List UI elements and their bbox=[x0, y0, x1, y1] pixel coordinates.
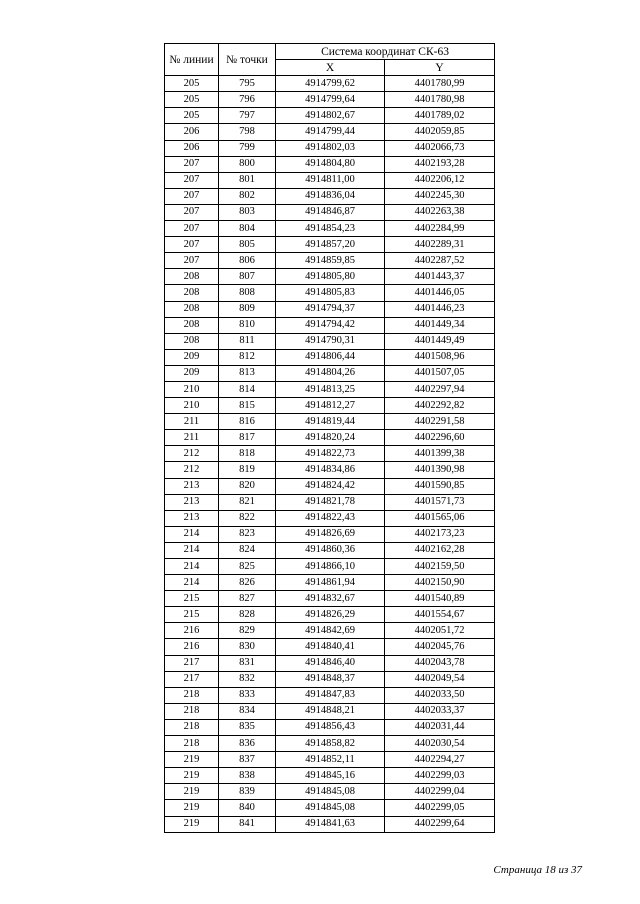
cell-y: 4402299,03 bbox=[385, 768, 495, 784]
cell-point-number: 804 bbox=[219, 221, 276, 237]
cell-y: 4402043,78 bbox=[385, 655, 495, 671]
cell-x: 4914799,44 bbox=[276, 124, 385, 140]
cell-y: 4401540,89 bbox=[385, 591, 495, 607]
cell-y: 4402045,76 bbox=[385, 639, 495, 655]
table-row bbox=[165, 285, 495, 301]
table-row bbox=[165, 494, 495, 510]
cell-x: 4914857,20 bbox=[276, 237, 385, 253]
table-row bbox=[165, 542, 495, 558]
table-row bbox=[165, 478, 495, 494]
cell-x: 4914858,82 bbox=[276, 736, 385, 752]
cell-y: 4401565,06 bbox=[385, 510, 495, 526]
cell-point-number: 821 bbox=[219, 494, 276, 510]
cell-point-number: 812 bbox=[219, 349, 276, 365]
cell-y: 4402051,72 bbox=[385, 623, 495, 639]
cell-y: 4402049,54 bbox=[385, 671, 495, 687]
cell-line-number: 214 bbox=[165, 542, 219, 558]
cell-y: 4401590,85 bbox=[385, 478, 495, 494]
table-row bbox=[165, 559, 495, 575]
cell-y: 4402159,50 bbox=[385, 559, 495, 575]
table-row bbox=[165, 381, 495, 397]
cell-point-number: 807 bbox=[219, 269, 276, 285]
table-header bbox=[165, 44, 495, 76]
cell-point-number: 828 bbox=[219, 607, 276, 623]
table-row bbox=[165, 172, 495, 188]
cell-line-number: 213 bbox=[165, 494, 219, 510]
cell-point-number: 810 bbox=[219, 317, 276, 333]
cell-line-number: 215 bbox=[165, 591, 219, 607]
cell-point-number: 823 bbox=[219, 526, 276, 542]
cell-x: 4914842,69 bbox=[276, 623, 385, 639]
cell-point-number: 799 bbox=[219, 140, 276, 156]
table-body bbox=[165, 76, 495, 832]
cell-y: 4401507,05 bbox=[385, 365, 495, 381]
cell-point-number: 800 bbox=[219, 156, 276, 172]
cell-line-number: 207 bbox=[165, 237, 219, 253]
cell-y: 4401446,23 bbox=[385, 301, 495, 317]
cell-x: 4914799,64 bbox=[276, 92, 385, 108]
table-row bbox=[165, 221, 495, 237]
cell-y: 4401508,96 bbox=[385, 349, 495, 365]
table-row bbox=[165, 398, 495, 414]
cell-y: 4402263,38 bbox=[385, 204, 495, 220]
cell-x: 4914866,10 bbox=[276, 559, 385, 575]
cell-x: 4914860,36 bbox=[276, 542, 385, 558]
cell-x: 4914799,62 bbox=[276, 76, 385, 92]
cell-point-number: 813 bbox=[219, 365, 276, 381]
table-row bbox=[165, 430, 495, 446]
table-row bbox=[165, 719, 495, 735]
cell-x: 4914804,80 bbox=[276, 156, 385, 172]
table-row bbox=[165, 768, 495, 784]
cell-line-number: 216 bbox=[165, 639, 219, 655]
cell-y: 4402193,28 bbox=[385, 156, 495, 172]
cell-point-number: 819 bbox=[219, 462, 276, 478]
cell-line-number: 208 bbox=[165, 333, 219, 349]
table-row bbox=[165, 76, 495, 92]
cell-point-number: 797 bbox=[219, 108, 276, 124]
cell-line-number: 218 bbox=[165, 687, 219, 703]
cell-point-number: 833 bbox=[219, 687, 276, 703]
cell-y: 4402033,37 bbox=[385, 703, 495, 719]
table-row bbox=[165, 188, 495, 204]
cell-point-number: 808 bbox=[219, 285, 276, 301]
cell-x: 4914845,08 bbox=[276, 800, 385, 816]
table-row bbox=[165, 816, 495, 832]
cell-x: 4914845,16 bbox=[276, 768, 385, 784]
cell-point-number: 826 bbox=[219, 575, 276, 591]
cell-x: 4914832,67 bbox=[276, 591, 385, 607]
header-x: X bbox=[276, 60, 385, 76]
cell-y: 4402150,90 bbox=[385, 575, 495, 591]
cell-y: 4401780,98 bbox=[385, 92, 495, 108]
table-row bbox=[165, 607, 495, 623]
cell-line-number: 209 bbox=[165, 365, 219, 381]
table-row bbox=[165, 703, 495, 719]
cell-x: 4914836,04 bbox=[276, 188, 385, 204]
cell-x: 4914856,43 bbox=[276, 719, 385, 735]
cell-point-number: 839 bbox=[219, 784, 276, 800]
cell-x: 4914802,03 bbox=[276, 140, 385, 156]
table-row bbox=[165, 510, 495, 526]
cell-y: 4401390,98 bbox=[385, 462, 495, 478]
cell-point-number: 809 bbox=[219, 301, 276, 317]
cell-line-number: 212 bbox=[165, 446, 219, 462]
cell-point-number: 825 bbox=[219, 559, 276, 575]
table-row bbox=[165, 736, 495, 752]
cell-line-number: 214 bbox=[165, 559, 219, 575]
cell-x: 4914819,44 bbox=[276, 414, 385, 430]
cell-y: 4402296,60 bbox=[385, 430, 495, 446]
cell-y: 4402299,64 bbox=[385, 816, 495, 832]
cell-point-number: 840 bbox=[219, 800, 276, 816]
cell-line-number: 208 bbox=[165, 317, 219, 333]
table-row bbox=[165, 365, 495, 381]
cell-y: 4401449,34 bbox=[385, 317, 495, 333]
table-row bbox=[165, 349, 495, 365]
cell-x: 4914845,08 bbox=[276, 784, 385, 800]
cell-point-number: 824 bbox=[219, 542, 276, 558]
cell-x: 4914822,73 bbox=[276, 446, 385, 462]
coordinates-table bbox=[164, 43, 495, 833]
cell-line-number: 219 bbox=[165, 752, 219, 768]
table-row bbox=[165, 108, 495, 124]
table-row bbox=[165, 639, 495, 655]
cell-y: 4402206,12 bbox=[385, 172, 495, 188]
cell-line-number: 211 bbox=[165, 430, 219, 446]
cell-point-number: 802 bbox=[219, 188, 276, 204]
table-row bbox=[165, 317, 495, 333]
cell-x: 4914826,29 bbox=[276, 607, 385, 623]
cell-x: 4914861,94 bbox=[276, 575, 385, 591]
cell-point-number: 795 bbox=[219, 76, 276, 92]
cell-line-number: 214 bbox=[165, 575, 219, 591]
cell-line-number: 214 bbox=[165, 526, 219, 542]
table-row bbox=[165, 333, 495, 349]
cell-y: 4401443,37 bbox=[385, 269, 495, 285]
header-coordinate-system: Система координат СК-63 bbox=[276, 44, 495, 60]
cell-point-number: 805 bbox=[219, 237, 276, 253]
cell-x: 4914859,85 bbox=[276, 253, 385, 269]
cell-line-number: 218 bbox=[165, 703, 219, 719]
cell-line-number: 211 bbox=[165, 414, 219, 430]
cell-x: 4914852,11 bbox=[276, 752, 385, 768]
cell-x: 4914821,78 bbox=[276, 494, 385, 510]
cell-line-number: 219 bbox=[165, 784, 219, 800]
cell-y: 4401399,38 bbox=[385, 446, 495, 462]
cell-point-number: 822 bbox=[219, 510, 276, 526]
cell-y: 4402030,54 bbox=[385, 736, 495, 752]
cell-line-number: 205 bbox=[165, 92, 219, 108]
cell-y: 4401571,73 bbox=[385, 494, 495, 510]
table-row bbox=[165, 591, 495, 607]
header-point-number: № точки bbox=[219, 44, 276, 76]
cell-y: 4401789,02 bbox=[385, 108, 495, 124]
table-row bbox=[165, 526, 495, 542]
cell-x: 4914841,63 bbox=[276, 816, 385, 832]
table-row bbox=[165, 655, 495, 671]
cell-x: 4914846,40 bbox=[276, 655, 385, 671]
cell-line-number: 219 bbox=[165, 768, 219, 784]
cell-x: 4914854,23 bbox=[276, 221, 385, 237]
cell-line-number: 217 bbox=[165, 671, 219, 687]
cell-y: 4402162,28 bbox=[385, 542, 495, 558]
cell-y: 4402289,31 bbox=[385, 237, 495, 253]
cell-x: 4914794,42 bbox=[276, 317, 385, 333]
table-row bbox=[165, 301, 495, 317]
header-y: Y bbox=[385, 60, 495, 76]
cell-point-number: 830 bbox=[219, 639, 276, 655]
cell-y: 4402173,23 bbox=[385, 526, 495, 542]
cell-x: 4914846,87 bbox=[276, 204, 385, 220]
table-row bbox=[165, 575, 495, 591]
table-row bbox=[165, 414, 495, 430]
cell-line-number: 215 bbox=[165, 607, 219, 623]
cell-point-number: 834 bbox=[219, 703, 276, 719]
cell-y: 4402059,85 bbox=[385, 124, 495, 140]
cell-line-number: 218 bbox=[165, 719, 219, 735]
table-row bbox=[165, 124, 495, 140]
cell-point-number: 798 bbox=[219, 124, 276, 140]
cell-point-number: 818 bbox=[219, 446, 276, 462]
cell-x: 4914848,37 bbox=[276, 671, 385, 687]
cell-point-number: 796 bbox=[219, 92, 276, 108]
cell-x: 4914804,26 bbox=[276, 365, 385, 381]
cell-point-number: 803 bbox=[219, 204, 276, 220]
cell-point-number: 835 bbox=[219, 719, 276, 735]
table-row bbox=[165, 687, 495, 703]
cell-line-number: 210 bbox=[165, 398, 219, 414]
cell-line-number: 216 bbox=[165, 623, 219, 639]
table-row bbox=[165, 671, 495, 687]
header-line-number: № линии bbox=[165, 44, 219, 76]
cell-line-number: 207 bbox=[165, 221, 219, 237]
cell-x: 4914826,69 bbox=[276, 526, 385, 542]
cell-y: 4401446,05 bbox=[385, 285, 495, 301]
cell-y: 4402284,99 bbox=[385, 221, 495, 237]
cell-line-number: 217 bbox=[165, 655, 219, 671]
cell-point-number: 832 bbox=[219, 671, 276, 687]
cell-line-number: 206 bbox=[165, 140, 219, 156]
cell-point-number: 829 bbox=[219, 623, 276, 639]
table-row bbox=[165, 92, 495, 108]
cell-point-number: 838 bbox=[219, 768, 276, 784]
table-row bbox=[165, 269, 495, 285]
table-row bbox=[165, 237, 495, 253]
cell-y: 4402033,50 bbox=[385, 687, 495, 703]
table-row bbox=[165, 462, 495, 478]
cell-y: 4402294,27 bbox=[385, 752, 495, 768]
page-number: Страница 18 из 37 bbox=[493, 864, 582, 876]
cell-point-number: 831 bbox=[219, 655, 276, 671]
cell-x: 4914790,31 bbox=[276, 333, 385, 349]
cell-point-number: 815 bbox=[219, 398, 276, 414]
cell-line-number: 213 bbox=[165, 510, 219, 526]
cell-line-number: 207 bbox=[165, 188, 219, 204]
cell-line-number: 207 bbox=[165, 253, 219, 269]
cell-line-number: 210 bbox=[165, 381, 219, 397]
table-row bbox=[165, 752, 495, 768]
cell-x: 4914794,37 bbox=[276, 301, 385, 317]
cell-x: 4914824,42 bbox=[276, 478, 385, 494]
cell-y: 4402299,05 bbox=[385, 800, 495, 816]
table-row bbox=[165, 800, 495, 816]
cell-x: 4914834,86 bbox=[276, 462, 385, 478]
cell-line-number: 212 bbox=[165, 462, 219, 478]
cell-point-number: 817 bbox=[219, 430, 276, 446]
cell-line-number: 205 bbox=[165, 108, 219, 124]
cell-line-number: 207 bbox=[165, 156, 219, 172]
cell-point-number: 806 bbox=[219, 253, 276, 269]
header-row-top bbox=[165, 44, 495, 60]
cell-point-number: 811 bbox=[219, 333, 276, 349]
table-row bbox=[165, 446, 495, 462]
cell-y: 4402287,52 bbox=[385, 253, 495, 269]
cell-x: 4914840,41 bbox=[276, 639, 385, 655]
cell-y: 4401554,67 bbox=[385, 607, 495, 623]
cell-x: 4914802,67 bbox=[276, 108, 385, 124]
cell-x: 4914813,25 bbox=[276, 381, 385, 397]
table-row bbox=[165, 140, 495, 156]
cell-line-number: 208 bbox=[165, 301, 219, 317]
cell-x: 4914812,27 bbox=[276, 398, 385, 414]
table-row bbox=[165, 253, 495, 269]
cell-x: 4914820,24 bbox=[276, 430, 385, 446]
cell-line-number: 219 bbox=[165, 800, 219, 816]
cell-point-number: 820 bbox=[219, 478, 276, 494]
cell-line-number: 205 bbox=[165, 76, 219, 92]
cell-x: 4914806,44 bbox=[276, 349, 385, 365]
table-row bbox=[165, 156, 495, 172]
cell-point-number: 816 bbox=[219, 414, 276, 430]
cell-point-number: 827 bbox=[219, 591, 276, 607]
cell-line-number: 208 bbox=[165, 285, 219, 301]
cell-x: 4914822,43 bbox=[276, 510, 385, 526]
cell-line-number: 208 bbox=[165, 269, 219, 285]
cell-line-number: 218 bbox=[165, 736, 219, 752]
cell-y: 4402291,58 bbox=[385, 414, 495, 430]
cell-line-number: 206 bbox=[165, 124, 219, 140]
cell-x: 4914847,83 bbox=[276, 687, 385, 703]
cell-x: 4914848,21 bbox=[276, 703, 385, 719]
table-row bbox=[165, 204, 495, 220]
cell-y: 4401449,49 bbox=[385, 333, 495, 349]
cell-y: 4402031,44 bbox=[385, 719, 495, 735]
table-row bbox=[165, 784, 495, 800]
cell-x: 4914805,83 bbox=[276, 285, 385, 301]
table-row bbox=[165, 623, 495, 639]
cell-x: 4914811,00 bbox=[276, 172, 385, 188]
cell-y: 4402299,04 bbox=[385, 784, 495, 800]
cell-line-number: 209 bbox=[165, 349, 219, 365]
cell-point-number: 814 bbox=[219, 381, 276, 397]
cell-y: 4402066,73 bbox=[385, 140, 495, 156]
cell-line-number: 213 bbox=[165, 478, 219, 494]
cell-point-number: 836 bbox=[219, 736, 276, 752]
cell-line-number: 219 bbox=[165, 816, 219, 832]
cell-point-number: 801 bbox=[219, 172, 276, 188]
cell-y: 4402297,94 bbox=[385, 381, 495, 397]
cell-line-number: 207 bbox=[165, 204, 219, 220]
cell-y: 4401780,99 bbox=[385, 76, 495, 92]
cell-y: 4402245,30 bbox=[385, 188, 495, 204]
cell-point-number: 837 bbox=[219, 752, 276, 768]
cell-x: 4914805,80 bbox=[276, 269, 385, 285]
cell-line-number: 207 bbox=[165, 172, 219, 188]
cell-y: 4402292,82 bbox=[385, 398, 495, 414]
cell-point-number: 841 bbox=[219, 816, 276, 832]
